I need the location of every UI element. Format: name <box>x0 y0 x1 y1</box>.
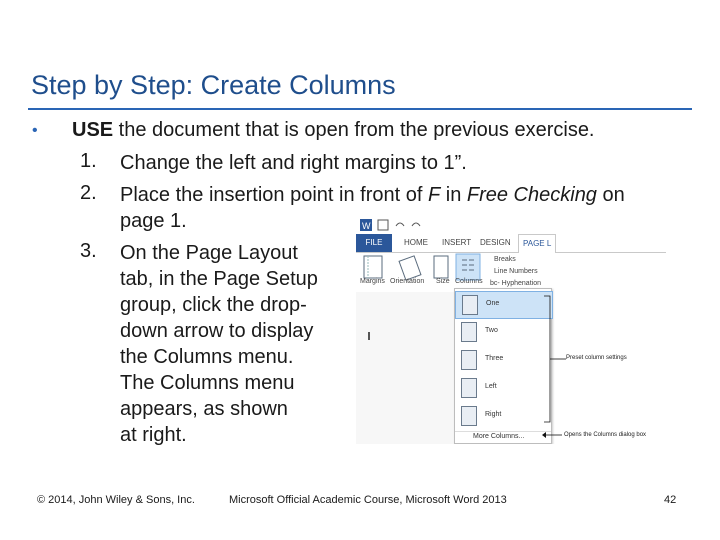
preset-columns-callout: Preset column settings <box>566 355 627 361</box>
step-number-1: 1. <box>80 150 97 172</box>
step-number-3: 3. <box>80 240 97 262</box>
breaks-button[interactable]: Breaks <box>494 256 516 263</box>
step-2-italic-f: F <box>427 184 441 206</box>
step-3-line-2: tab, in the Page Setup <box>120 268 318 290</box>
tab-page-layout[interactable]: PAGE L <box>518 234 556 253</box>
step-3-line-4: down arrow to display <box>120 320 314 342</box>
word-columns-screenshot <box>356 216 666 444</box>
step-2-line-2: page 1. <box>120 210 187 232</box>
size-button[interactable]: Size <box>436 278 450 285</box>
step-3-line-5: the Columns menu. <box>120 346 294 368</box>
step-3-line-1: On the Page Layout <box>120 242 298 264</box>
footer-course: Microsoft Official Academic Course, Microsoft Word 2013 <box>229 494 507 506</box>
menu-item-left-label: Left <box>485 383 497 390</box>
tab-design[interactable]: DESIGN <box>480 238 511 247</box>
step-2-before: Place the insertion point in front of <box>120 184 428 206</box>
columns-dialog-callout: Opens the Columns dialog box <box>564 432 647 438</box>
svg-text:W: W <box>362 221 371 231</box>
more-columns-item[interactable]: More Columns... <box>473 433 525 440</box>
bullet-rest: the document that is open from the previous exercise. <box>113 119 595 141</box>
footer-copyright: © 2014, John Wiley & Sons, Inc. <box>37 494 195 506</box>
step-2-line-1 <box>120 182 625 208</box>
menu-item-two-label: Two <box>485 327 498 334</box>
step-number-2: 2. <box>80 182 97 204</box>
menu-item-three-label: Three <box>485 355 504 362</box>
step-3-line-8: at right. <box>120 424 187 446</box>
margins-button[interactable]: Margins <box>360 278 385 285</box>
step-3-line-3: group, click the drop- <box>120 294 307 316</box>
footer-page-number: 42 <box>664 494 677 506</box>
menu-item-right-label: Right <box>485 411 502 418</box>
step-3-line-7: appears, as shown <box>120 398 288 420</box>
step-2-after: on <box>596 184 625 206</box>
step-1-line: Change the left and right margins to 1”. <box>120 152 467 174</box>
columns-button[interactable]: Columns <box>455 278 483 285</box>
hyphenation-button[interactable]: bc- Hyphenation <box>490 280 541 287</box>
orientation-button[interactable]: Orientation <box>390 278 425 285</box>
tab-insert[interactable]: INSERT <box>442 238 472 247</box>
title-rule <box>28 108 692 110</box>
bullet-text <box>72 119 595 142</box>
line-numbers-button[interactable]: Line Numbers <box>494 268 538 275</box>
slide-title: Step by Step: Create Columns <box>31 70 396 100</box>
step-2-italic-free-checking: Free Checking <box>466 184 597 206</box>
tab-home[interactable]: HOME <box>404 238 428 247</box>
menu-item-one-label: One <box>486 300 500 307</box>
step-2-mid: in <box>440 184 467 206</box>
step-3-line-6: The Columns menu <box>120 372 295 394</box>
bullet-marker: • <box>32 122 38 139</box>
tab-file[interactable]: FILE <box>356 234 392 252</box>
bullet-bold: USE <box>72 119 114 141</box>
callout-lines <box>356 216 666 444</box>
